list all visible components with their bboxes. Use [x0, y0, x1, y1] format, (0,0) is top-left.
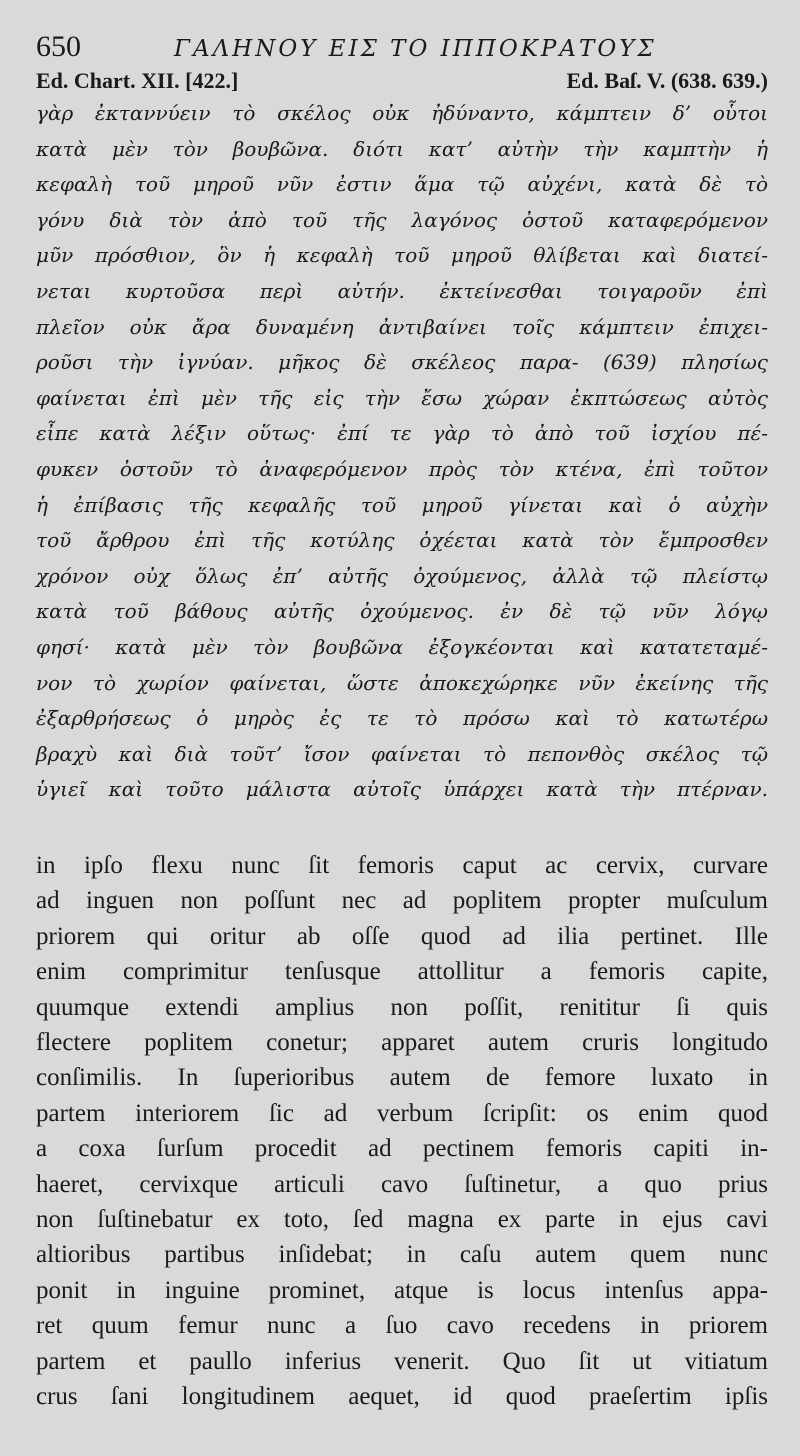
- greek-text-block: [36, 96, 768, 808]
- latin-text-line: non ſuſtinebatur ex toto, ſed magna ex parte in ejus cavi: [36, 1206, 768, 1234]
- greek-text-line: γόνυ διὰ τὸν ἀπὸ τοῦ τῆς λαγόνος ὀστοῦ καταφερόμενον: [36, 207, 768, 232]
- latin-text-line: in ipſo flexu nunc ſit femoris caput ac cervix, curvare: [36, 852, 768, 879]
- latin-text-line: altioribus partibus inſidebat; in caſu autem quem nunc: [36, 1241, 768, 1269]
- greek-text-line: γὰρ ἐκταννύειν τὸ σκέλος οὐκ ἠδύναντο, κάμπτειν δ’ οὗτοι: [36, 101, 768, 125]
- greek-text-line: τοῦ ἄρθρου ἐπὶ τῆς κοτύλης ὀχέεται κατὰ τὸν ἔμπροσθεν: [36, 528, 768, 553]
- latin-text-line: enim comprimitur tenſusque attollitur a femoris capite,: [36, 958, 768, 986]
- latin-text-line: ad inguen non poſſunt nec ad poplitem propter muſculum: [36, 887, 768, 915]
- edition-chart-reference: Ed. Chart. XII. [422.]: [36, 68, 239, 93]
- latin-text-line: crus ſani longitudinem aequet, id quod praeſertim ipſis: [36, 1383, 768, 1411]
- latin-text-line: a coxa ſurſum procedit ad pectinem femoris capiti in-: [36, 1135, 768, 1163]
- latin-text-line: haeret, cervixque articuli cavo ſuſtinetur, a quo prius: [36, 1170, 768, 1198]
- greek-text-line: μῦν πρόσθιον, ὃν ἡ κεφαλὴ τοῦ μηροῦ θλίβεται καὶ διατεί-: [36, 243, 768, 268]
- greek-text-line: πλεῖον οὐκ ἄρα δυναμένη ἀντιβαίνει τοῖς κάμπτειν ἐπιχει-: [36, 314, 768, 339]
- latin-text-line: partem interiorem ſic ad verbum ſcripſit: os enim quod: [36, 1099, 768, 1127]
- greek-text-line: ἡ ἐπίβασις τῆς κεφαλῆς τοῦ μηροῦ γίνεται καὶ ὁ αὐχὴν: [36, 492, 768, 517]
- greek-text-line: νεται κυρτοῦσα περὶ αὐτήν. ἐκτείνεσθαι τοιγαροῦν ἐπὶ: [36, 278, 768, 303]
- edition-reference-line: [36, 68, 768, 94]
- greek-text-line: φυκεν ὀστοῦν τὸ ἀναφερόμενον πρὸς τὸν κτένα, ἐπὶ τοῦτον: [36, 456, 768, 481]
- greek-text-line: φησί· κατὰ μὲν τὸν βουβῶνα ἐξογκέονται καὶ κατατεταμέ-: [36, 634, 768, 659]
- greek-text-line: κατὰ μὲν τὸν βουβῶνα. διότι κατ’ αὐτὴν τὴν καμπτὴν ἡ: [36, 136, 768, 161]
- latin-text-block: [36, 848, 768, 1415]
- latin-text-line: priorem qui oritur ab oſſe quod ad ilia pertinet. Ille: [36, 922, 768, 950]
- latin-text-line: flectere poplitem conetur; apparet autem cruris longitudo: [36, 1029, 768, 1057]
- greek-text-line: κατὰ τοῦ βάθους αὐτῆς ὀχούμενος. ἐν δὲ τῷ νῦν λόγῳ: [36, 599, 768, 624]
- greek-text-line: χρόνον οὐχ ὅλως ἐπ’ αὐτῆς ὀχούμενος, ἀλλὰ τῷ πλείστῳ: [36, 563, 768, 588]
- greek-text-line: ὑγιεῖ καὶ τοῦτο μάλιστα αὐτοῖς ὑπάρχει κατὰ τὴν πτέρναν.: [36, 777, 768, 802]
- latin-text-line: ponit in inguine prominet, atque is locus intenſus appa-: [36, 1276, 768, 1304]
- running-title: ΓΑΛΗΝΟΥ ΕΙΣ ΤΟ ΙΠΠΟΚΡΑΤΟΥΣ: [174, 36, 657, 62]
- latin-text-line: conſimilis. In ſuperioribus autem de femore luxato in: [36, 1064, 768, 1092]
- greek-text-line: φαίνεται ἐπὶ μὲν τῆς εἰς τὴν ἔσω χώραν ἐκπτώσεως αὐτὸς: [36, 385, 768, 410]
- latin-text-line: quumque extendi amplius non poſſit, renititur ſi quis: [36, 993, 768, 1021]
- greek-text-line: ροῦσι τὴν ἰγνύαν. μῆκος δὲ σκέλεος παρα- (639) πλησίως: [36, 350, 768, 375]
- page-header: [36, 30, 776, 64]
- greek-text-line: εἶπε κατὰ λέξιν οὕτως· ἐπί τε γὰρ τὸ ἀπὸ τοῦ ἰσχίου πέ-: [36, 421, 768, 446]
- edition-basel-reference: Ed. Baſ. V. (638. 639.): [566, 68, 768, 93]
- greek-text-line: νον τὸ χωρίον φαίνεται, ὥστε ἀποκεχώρηκε νῦν ἐκείνης τῆς: [36, 670, 768, 695]
- latin-text-line: ret quum femur nunc a ſuo cavo recedens in priorem: [36, 1312, 768, 1340]
- greek-text-line: βραχὺ καὶ διὰ τοῦτ’ ἴσον φαίνεται τὸ πεπονθὸς σκέλος τῷ: [36, 741, 768, 766]
- latin-text-line: partem et paullo inferius venerit. Quo ſit ut vitiatum: [36, 1347, 768, 1375]
- page-number: 650: [36, 30, 81, 63]
- greek-text-line: ἐξαρθρήσεως ὁ μηρὸς ἐς τε τὸ πρόσω καὶ τὸ κατωτέρω: [36, 706, 768, 731]
- greek-text-line: κεφαλὴ τοῦ μηροῦ νῦν ἐστιν ἅμα τῷ αὐχένι, κατὰ δὲ τὸ: [36, 172, 768, 197]
